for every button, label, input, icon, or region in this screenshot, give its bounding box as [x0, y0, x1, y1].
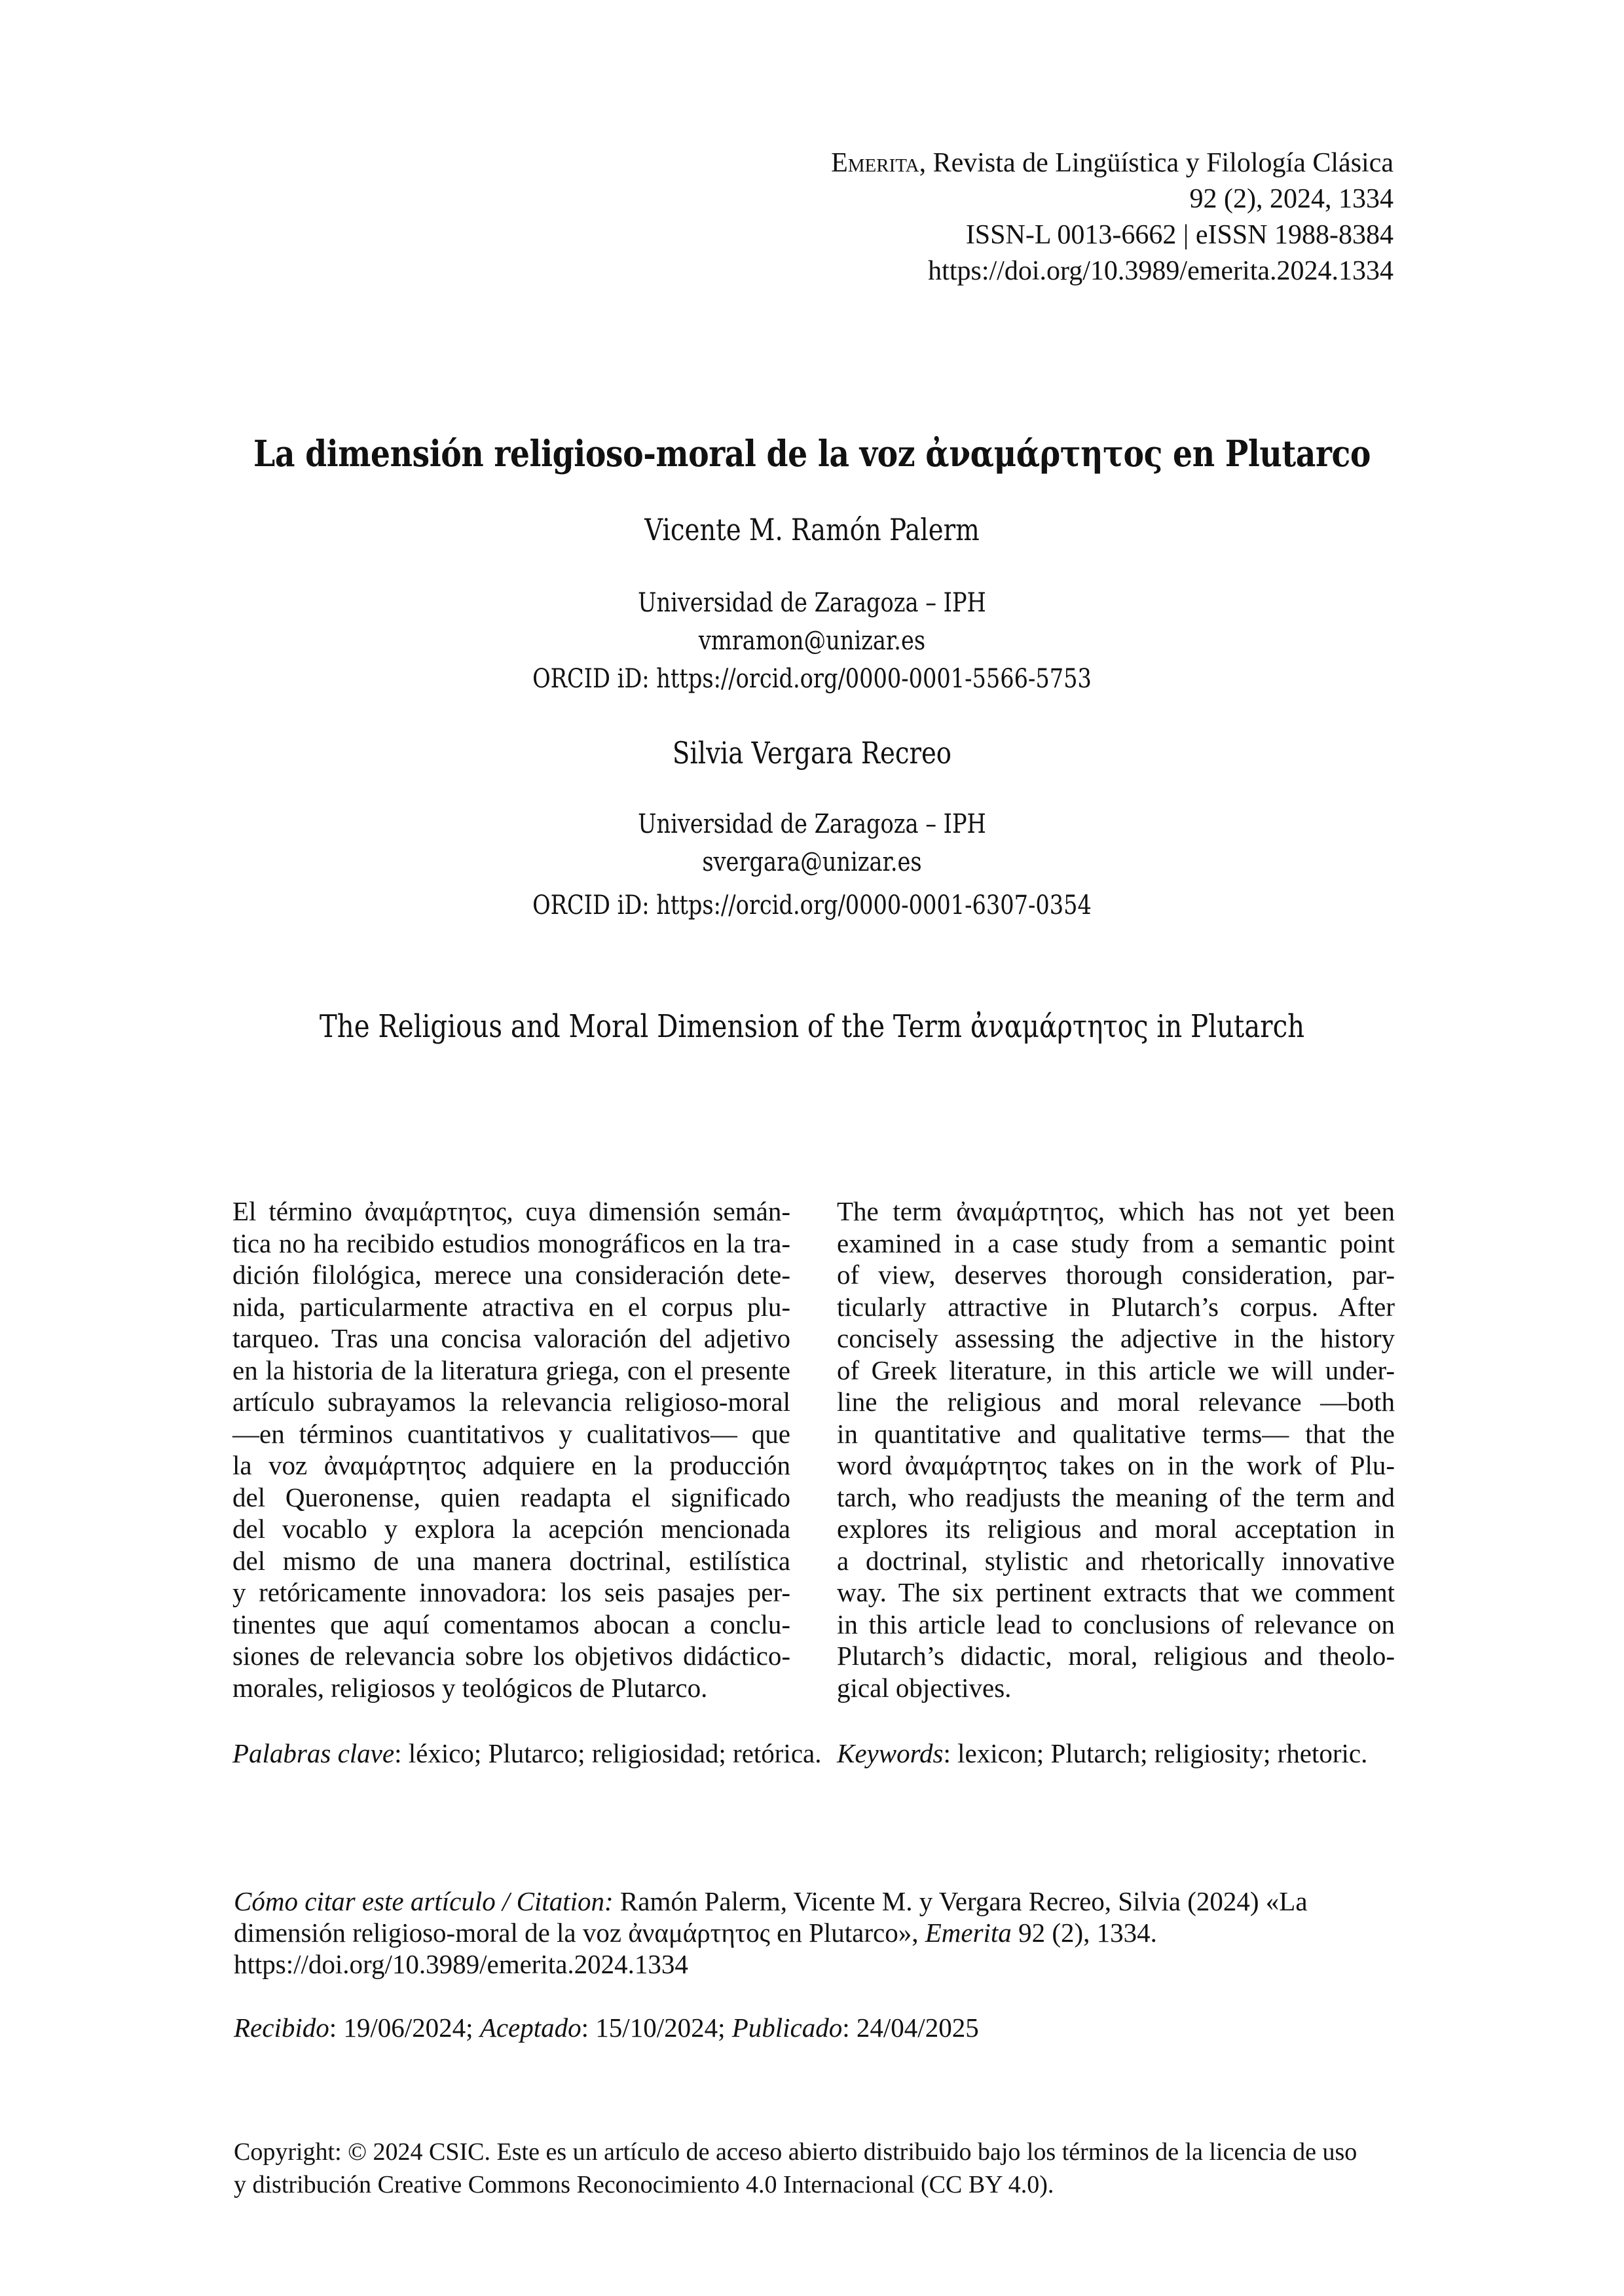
abstract-line: word ἀναμάρτητος takes on in the work of Plu- — [837, 1450, 1395, 1480]
abstract-line: tica no ha recibido estudios monográficos en la tra- — [232, 1228, 790, 1258]
journal-name: Emerita — [831, 148, 919, 178]
abstract-line: nida, particularmente atractiva en el corpus plu- — [232, 1291, 790, 1322]
abstract-spanish — [232, 1195, 822, 1770]
citation-doi[interactable]: 92 (2), 1334. https://doi.org/10.3989/emerita.2024.1334 — [234, 1918, 1157, 1979]
article-title-english: The Religious and Moral Dimension of the Term ἀναμάρτητος in Plutarch — [319, 1008, 1305, 1045]
doi-link[interactable]: https://doi.org/10.3989/emerita.2024.1334 — [928, 256, 1393, 286]
abstract-line: examined in a case study from a semantic point — [837, 1228, 1395, 1258]
journal-header — [831, 145, 1393, 289]
journal-title-line — [831, 145, 1393, 181]
published-date: : 24/04/2025 — [842, 2013, 979, 2043]
accepted-date: : 15/10/2024; — [581, 2013, 732, 2043]
abstract-line: en la historia de la literatura griega, con el presente — [232, 1355, 790, 1385]
abstract-line: —en términos cuantitativos y cualitativos— que — [232, 1418, 790, 1449]
abstract-line: of Greek literature, in this article we will under- — [837, 1355, 1395, 1385]
author-affiliation-block-1 — [130, 584, 1494, 698]
author-name-2: Silvia Vergara Recreo — [672, 735, 952, 771]
issn-line: ISSN-L 0013-6662 | eISSN 1988-8384 — [965, 220, 1393, 250]
abstract-line: tarch, who readjusts the meaning of the term and — [837, 1482, 1395, 1512]
abstract-line: del Queronense, quien readapta el significado — [232, 1482, 790, 1512]
abstract-line: y retóricamente innovadora: los seis pasajes per- — [232, 1577, 790, 1607]
volume-line: 92 (2), 2024, 1334 — [1189, 184, 1393, 214]
publication-dates — [234, 2012, 979, 2043]
author-affiliation-1: Universidad de Zaragoza – IPH — [638, 588, 986, 618]
accepted-label: Aceptado — [479, 2013, 581, 2043]
author-name-1: Vicente M. Ramón Palerm — [644, 512, 980, 547]
abstract-line: la voz ἀναμάρτητος adquiere en la producción — [232, 1450, 790, 1480]
keywords-values: : léxico; Plutarco; religiosidad; retórica. — [394, 1738, 822, 1768]
citation-journal: Emerita — [925, 1918, 1012, 1948]
abstract-line: line the religious and moral relevance —both — [837, 1387, 1395, 1417]
author-affiliation-block-2 — [130, 805, 1494, 924]
citation-block — [234, 1886, 1399, 1980]
abstract-line: morales, religiosos y teológicos de Plutarco. — [232, 1672, 708, 1703]
abstract-line: siones de relevancia sobre los objetivos didáctico- — [232, 1641, 790, 1671]
author-email-1[interactable]: vmramon@unizar.es — [698, 626, 926, 656]
abstract-line: The term ἀναμάρτητος, which has not yet been — [837, 1196, 1395, 1226]
author-orcid-2[interactable]: ORCID iD: https://orcid.org/0000-0001-6307-0354 — [532, 890, 1092, 920]
keywords-label: Palabras clave — [232, 1738, 395, 1768]
abstract-line: tinentes que aquí comentamos abocan a conclu- — [232, 1609, 790, 1639]
received-label: Recibido — [234, 2013, 329, 2043]
author-orcid-1[interactable]: ORCID iD: https://orcid.org/0000-0001-5566-5753 — [532, 664, 1092, 694]
keywords-spanish — [232, 1738, 822, 1770]
journal-subtitle: , Revista de Lingüística y Filología Clásica — [919, 148, 1393, 178]
author-email-2[interactable]: svergara@unizar.es — [702, 847, 922, 877]
abstract-line: Plutarch’s didactic, moral, religious and theolo- — [837, 1641, 1395, 1671]
keywords-english — [837, 1738, 1395, 1770]
abstract-line: concisely assessing the adjective in the history — [837, 1323, 1395, 1353]
abstract-line: El término ἀναμάρτητος, cuya dimensión semán- — [232, 1196, 790, 1226]
abstract-line: in this article lead to conclusions of relevance on — [837, 1609, 1395, 1639]
abstract-line: explores its religious and moral acceptation in — [837, 1514, 1395, 1544]
copyright-notice — [234, 2136, 1399, 2201]
copyright-line: Copyright: © 2024 CSIC. Este es un artículo de acceso abierto distribuido bajo los términos de la licencia de uso — [234, 2138, 1357, 2166]
abstract-line: ticularly attractive in Plutarch’s corpus. After — [837, 1291, 1395, 1322]
abstract-line: tarqueo. Tras una concisa valoración del adjetivo — [232, 1323, 790, 1353]
abstract-line: dición filológica, merece una consideración dete- — [232, 1260, 790, 1290]
keywords-label: Keywords — [837, 1738, 944, 1768]
abstract-line: of view, deserves thorough consideration, par- — [837, 1260, 1395, 1290]
abstract-line: del mismo de una manera doctrinal, estilística — [232, 1545, 790, 1576]
citation-text: Ramón Palerm, Vicente M. y Vergara Recreo, Silvia (2024) «La dimensión religioso-moral de la voz ἀναμάρτητος en Plutarco», — [234, 1886, 1308, 1948]
abstract-line: in quantitative and qualitative terms— that the — [837, 1418, 1395, 1449]
abstract-english — [837, 1195, 1395, 1770]
published-label: Publicado — [731, 2013, 843, 2043]
keywords-values: : lexicon; Plutarch; religiosity; rhetoric. — [943, 1738, 1368, 1768]
abstract-line: a doctrinal, stylistic and rhetorically innovative — [837, 1545, 1395, 1576]
citation-label: Cómo citar este artículo / Citation: — [234, 1886, 614, 1916]
received-date: : 19/06/2024; — [329, 2013, 480, 2043]
article-title: La dimensión religioso-moral de la voz ἀναμάρτητος en Plutarco — [253, 432, 1371, 475]
abstract-line: way. The six pertinent extracts that we comment — [837, 1577, 1395, 1607]
abstract-line: gical objectives. — [837, 1672, 1012, 1703]
copyright-line: y distribución Creative Commons Reconocimiento 4.0 Internacional (CC BY 4.0). — [234, 2171, 1054, 2198]
abstract-line: artículo subrayamos la relevancia religioso-moral — [232, 1387, 790, 1417]
author-affiliation-2: Universidad de Zaragoza – IPH — [638, 809, 986, 839]
abstract-line: del vocablo y explora la acepción mencionada — [232, 1514, 790, 1544]
